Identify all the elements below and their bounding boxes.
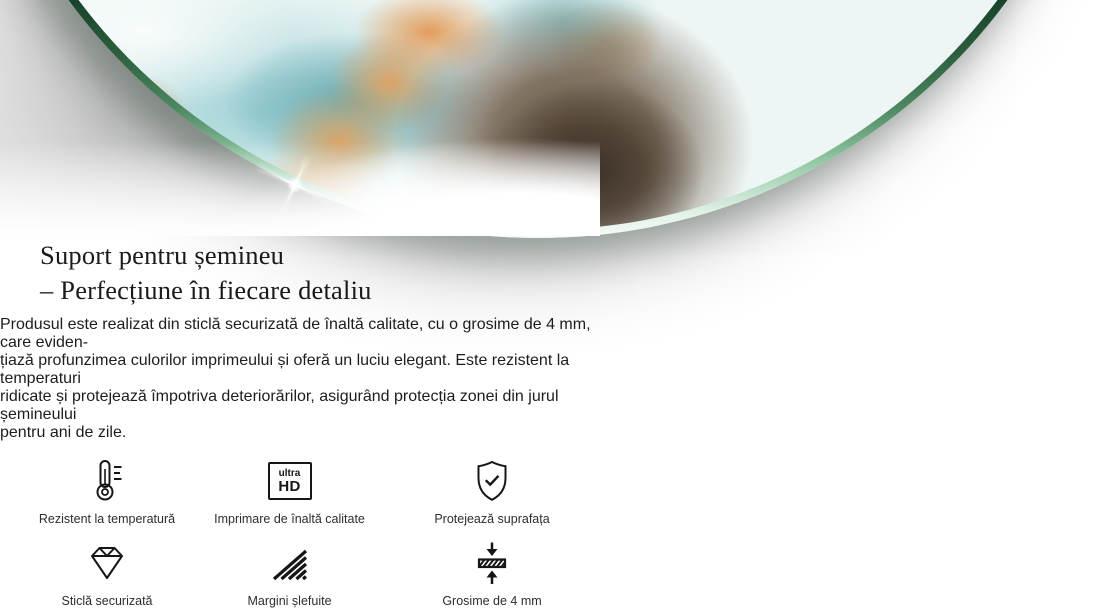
feature-label: Protejează suprafața	[434, 512, 550, 526]
polished-edges-icon	[268, 540, 312, 586]
product-hero	[0, 0, 600, 236]
shield-check-icon	[472, 458, 512, 504]
feature-print-quality	[192, 458, 387, 526]
ultra-hd-icon	[268, 458, 312, 504]
feature-polished-edges	[192, 540, 387, 608]
description-line: pentru ani de zile.	[0, 424, 127, 441]
diamond-icon	[85, 540, 129, 586]
page-title-line2: – Perfecțiune în fiecare detaliu	[40, 275, 372, 305]
description-line: țiază profunzimea culorilor imprimeului și oferă un luciu elegant. Este rezistent la temperaturi	[0, 352, 570, 387]
description-line: Produsul este realizat din sticlă securizată de înaltă calitate, cu o grosime de 4 mm, care eviden-	[0, 316, 591, 351]
feature-label: Grosime de 4 mm	[442, 594, 542, 608]
sparkle-highlight-icon	[256, 150, 334, 220]
page-title	[40, 238, 560, 308]
feature-label: Margini șlefuite	[247, 594, 332, 608]
thickness-icon	[472, 540, 512, 586]
page-title-line1: Suport pentru șemineu	[40, 240, 285, 270]
feature-label: Sticlă securizată	[61, 594, 153, 608]
feature-temperature	[22, 458, 192, 526]
feature-label: Rezistent la temperatură	[38, 512, 176, 526]
description-line: ridicate și protejează împotriva deteriorărilor, asigurând protecția zonei din jurul șemineului	[0, 388, 559, 423]
feature-label: Imprimare de înaltă calitate	[214, 512, 365, 526]
thermometer-icon	[87, 458, 127, 504]
ultra-hd-text-top: ultra	[278, 467, 301, 479]
ultra-hd-text-bottom: HD	[278, 477, 301, 495]
feature-protection	[387, 458, 597, 526]
features-grid	[0, 458, 600, 608]
feature-thickness	[387, 540, 597, 608]
feature-tempered-glass	[22, 540, 192, 608]
